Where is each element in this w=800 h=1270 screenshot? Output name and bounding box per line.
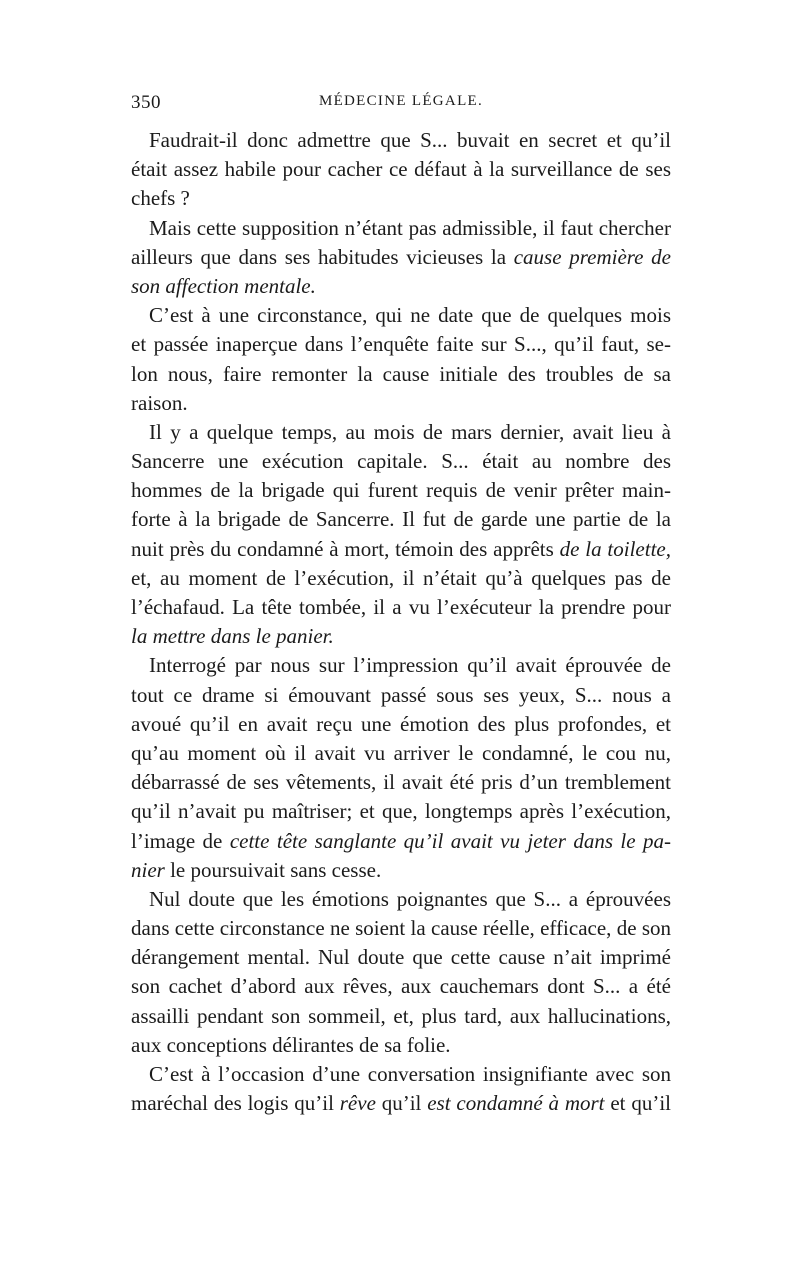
- running-head: MÉDECINE LÉGALE.: [318, 93, 484, 109]
- text-line: Sancerre une exécution capitale. S... était au nombre des: [131, 449, 671, 474]
- text-line: et, au moment de l’exécution, il n’était qu’à quelques pas de: [131, 565, 671, 590]
- text-line: assailli pendant son sommeil, et, plus tard, aux hallucinations,: [131, 1003, 671, 1028]
- paragraph: [131, 1060, 671, 1118]
- text-line: qu’il n’avait pu maîtriser; et que, longtemps après l’exécution,: [131, 799, 671, 824]
- text-line: Nul doute que les émotions poignantes que S... a éprouvées: [149, 886, 671, 911]
- text-run: l’image de: [131, 828, 230, 853]
- text-line: hommes de la brigade qui furent requis de venir prêter main-: [131, 478, 671, 503]
- italic-run: rêve: [339, 1091, 376, 1116]
- italic-run: la mettre dans le panier.: [131, 624, 334, 649]
- body-text: [131, 126, 671, 1118]
- text-line: était assez habile pour cacher ce défaut à la surveillance de ses: [131, 157, 671, 182]
- italic-run: son affection mentale.: [131, 273, 316, 298]
- text-line: lon nous, faire remonter la cause initiale des troubles de sa: [131, 361, 671, 386]
- text-line: Faudrait-il donc admettre que S... buvait en secret et qu’il: [149, 128, 671, 152]
- page-header: [131, 92, 671, 116]
- italic-run: nier: [131, 857, 165, 882]
- paragraph: [131, 126, 671, 214]
- paragraph: [131, 214, 671, 302]
- text-line: chefs ?: [131, 186, 190, 211]
- text-line: Interrogé par nous sur l’impression qu’il avait éprouvée de: [149, 653, 671, 678]
- text-line: raison.: [131, 390, 188, 415]
- text-run: le poursuivait sans cesse.: [164, 857, 382, 882]
- text-run: qu’il: [375, 1091, 428, 1116]
- paragraph: [131, 885, 671, 1060]
- paragraph: [131, 301, 671, 418]
- text-line: tout ce drame si émouvant passé sous ses yeux, S... nous a: [131, 682, 671, 707]
- text-line: C’est à une circonstance, qui ne date que de quelques mois: [149, 303, 671, 328]
- text-line: l’échafaud. La tête tombée, il a vu l’exécuteur la prendre pour: [131, 595, 671, 619]
- text-run: nuit près du condamné à mort, témoin des apprêts: [131, 536, 560, 561]
- text-line: [131, 535, 671, 564]
- italic-run: cette tête sanglante qu’il avait vu jeter dans le pa-: [229, 828, 671, 853]
- text-line: forte à la brigade de Sancerre. Il fut de garde une partie de la: [131, 507, 671, 532]
- italic-run: est condamné à mort: [427, 1091, 605, 1116]
- text-line: [131, 1089, 671, 1118]
- text-line: Il y a quelque temps, au mois de mars dernier, avait lieu à: [149, 419, 671, 444]
- paragraph: [131, 651, 671, 885]
- italic-run: de la toilette,: [559, 536, 671, 561]
- text-line: [131, 827, 671, 856]
- text-line: [131, 243, 671, 272]
- text-line: qu’au moment où il avait vu arriver le condamné, le cou nu,: [131, 740, 671, 765]
- text-run: maréchal des logis qu’il: [131, 1091, 340, 1116]
- text-line: dérangement mental. Nul doute que cette cause n’ait imprimé: [131, 945, 671, 970]
- text-line: Mais cette supposition n’étant pas admissible, il faut chercher: [149, 215, 671, 240]
- text-line: [131, 272, 671, 301]
- text-line: [131, 856, 671, 885]
- text-line: débarrassé de ses vêtements, il avait été pris d’un tremblement: [131, 770, 671, 795]
- text-line: dans cette circonstance ne soient la cause réelle, efficace, de son: [131, 916, 671, 941]
- page-number: 350: [131, 92, 161, 113]
- text-line: [131, 622, 671, 651]
- paragraph: [131, 418, 671, 652]
- text-run: et qu’il: [604, 1091, 671, 1116]
- text-line: avoué qu’il en avait reçu une émotion des plus profondes, et: [131, 711, 671, 736]
- text-line: son cachet d’abord aux rêves, aux cauchemars dont S... a été: [131, 974, 671, 999]
- text-line: C’est à l’occasion d’une conversation insignifiante avec son: [149, 1062, 671, 1086]
- text-line: et passée inaperçue dans l’enquête faite sur S..., qu’il faut, se-: [131, 332, 671, 357]
- italic-run: cause première de: [513, 244, 671, 269]
- text-run: ailleurs que dans ses habitudes vicieuses la: [131, 244, 514, 269]
- text-line: aux conceptions délirantes de sa folie.: [131, 1032, 451, 1057]
